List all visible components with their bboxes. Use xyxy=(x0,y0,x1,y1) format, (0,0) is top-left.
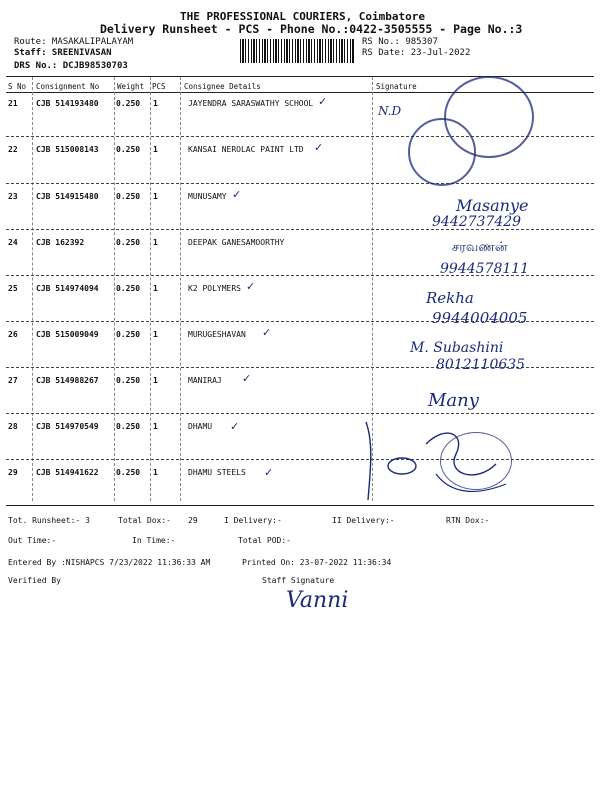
row-consignee: KANSAI NEROLAC PAINT LTD xyxy=(188,145,304,154)
row-consignment: CJB 515009049 xyxy=(36,330,99,339)
col-header-sno: S No xyxy=(8,82,27,91)
table-top-rule xyxy=(6,76,594,77)
row-consignee: MUNUSAMY xyxy=(188,192,227,201)
col-header-signature: Signature xyxy=(376,82,417,91)
col-header-consignee: Consignee Details xyxy=(184,82,261,91)
out-time: Out Time:- xyxy=(8,536,57,545)
signature-handwriting: சரவணன் xyxy=(452,240,508,255)
row-consignee: MURUGESHAVAN xyxy=(188,330,246,339)
row-sno: 22 xyxy=(8,145,18,154)
row-weight: 0.250 xyxy=(116,192,141,201)
rs-number: RS No.: 985307 xyxy=(362,37,438,47)
verified-by: Verified By xyxy=(8,576,61,585)
row-weight: 0.250 xyxy=(116,238,141,247)
phone-handwriting: 9442737429 xyxy=(432,214,522,230)
row-pcs: 1 xyxy=(153,376,158,385)
entered-by: Entered By :NISHAPCS 7/23/2022 11:36:33 AM xyxy=(8,558,211,567)
rtn-dox: RTN Dox:- xyxy=(446,516,490,525)
row-pcs: 1 xyxy=(153,284,158,293)
row-consignment: CJB 514974094 xyxy=(36,284,99,293)
row-sno: 25 xyxy=(8,284,18,293)
barcode-image xyxy=(240,39,355,63)
row-consignment: CJB 514970549 xyxy=(36,422,99,431)
i-delivery: I Delivery:- xyxy=(224,516,282,525)
runsheet-subtitle: Delivery Runsheet - PCS - Phone No.:0422-3505555 - Page No.:3 xyxy=(100,22,523,36)
column-divider xyxy=(180,77,181,501)
row-pcs: 1 xyxy=(153,468,158,477)
row-consignment: CJB 514193480 xyxy=(36,99,99,108)
row-pcs: 1 xyxy=(153,238,158,247)
col-header-consignment: Consignment No xyxy=(36,82,100,91)
row-sno: 27 xyxy=(8,376,18,385)
row-pcs: 1 xyxy=(153,145,158,154)
row-consignee: DEEPAK GANESAMOORTHY xyxy=(188,238,285,247)
row-pcs: 1 xyxy=(153,99,158,108)
check-mark-icon: ✓ xyxy=(246,280,256,293)
row-weight: 0.250 xyxy=(116,422,141,431)
rs-date: RS Date: 23-Jul-2022 xyxy=(362,48,471,58)
phone-handwriting: 9944578111 xyxy=(440,261,530,277)
company-seal-stamp xyxy=(408,118,476,186)
row-weight: 0.250 xyxy=(116,284,141,293)
row-sno: 26 xyxy=(8,330,18,339)
row-sno: 21 xyxy=(8,99,18,108)
route-label: Route: MASAKALIPALAYAM xyxy=(14,37,134,47)
column-divider xyxy=(114,77,115,501)
tot-runsheet: Tot. Runsheet:- 3 xyxy=(8,516,90,525)
total-pod: Total POD:- xyxy=(238,536,291,545)
check-mark-icon: ✓ xyxy=(230,420,240,433)
row-consignee: K2 POLYMERS xyxy=(188,284,241,293)
drs-number: DRS No.: DCJB98530703 xyxy=(14,61,128,71)
check-mark-icon: ✓ xyxy=(264,466,274,479)
row-consignment: CJB 515008143 xyxy=(36,145,99,154)
row-pcs: 1 xyxy=(153,422,158,431)
company-title: THE PROFESSIONAL COURIERS, Coimbatore xyxy=(180,10,426,23)
col-header-weight: Weight xyxy=(117,82,145,91)
signature-handwriting: M. Subashini xyxy=(410,340,504,356)
col-header-pcs: PCS xyxy=(152,82,166,91)
phone-handwriting: 9944004005 xyxy=(432,309,528,327)
delivery-scribble-drawing xyxy=(356,414,516,506)
row-divider xyxy=(6,183,594,184)
row-pcs: 1 xyxy=(153,192,158,201)
row-consignment: CJB 514941622 xyxy=(36,468,99,477)
check-mark-icon: ✓ xyxy=(262,326,272,339)
in-time: In Time:- xyxy=(132,536,176,545)
row-sno: 29 xyxy=(8,468,18,477)
row-consignee: DHAMU xyxy=(188,422,213,431)
total-dox-value: 29 xyxy=(188,516,198,525)
check-mark-icon: ✓ xyxy=(318,95,328,108)
row-sno: 23 xyxy=(8,192,18,201)
check-mark-icon: ✓ xyxy=(314,141,324,154)
column-divider xyxy=(150,77,151,501)
row-weight: 0.250 xyxy=(116,99,141,108)
row-consignment: CJB 514915480 xyxy=(36,192,99,201)
total-dox-label: Total Dox:- xyxy=(118,516,171,525)
column-divider xyxy=(32,77,33,501)
row-consignment: CJB 514988267 xyxy=(36,376,99,385)
phone-handwriting: 8012110635 xyxy=(436,357,526,373)
row-consignee: JAYENDRA SARASWATHY SCHOOL xyxy=(188,99,314,108)
staff-signature-handwriting: Vanni xyxy=(286,588,349,613)
signature-handwriting: Masanye xyxy=(456,196,529,215)
check-mark-icon: ✓ xyxy=(232,188,242,201)
row-consignee: MANIRAJ xyxy=(188,376,222,385)
staff-label: Staff: SREENIVASAN xyxy=(14,48,112,58)
row-consignment: CJB 162392 xyxy=(36,238,85,247)
ii-delivery: II Delivery:- xyxy=(332,516,395,525)
row-weight: 0.250 xyxy=(116,145,141,154)
row-consignee: DHAMU STEELS xyxy=(188,468,246,477)
row-weight: 0.250 xyxy=(116,330,141,339)
row-sno: 28 xyxy=(8,422,18,431)
row-sno: 24 xyxy=(8,238,18,247)
row-pcs: 1 xyxy=(153,330,158,339)
signature-handwriting: Rekha xyxy=(426,289,474,307)
row-weight: 0.250 xyxy=(116,468,141,477)
signature-handwriting: N.D xyxy=(378,104,402,118)
printed-on: Printed On: 23-07-2022 11:36:34 xyxy=(242,558,392,567)
check-mark-icon: ✓ xyxy=(242,372,252,385)
signature-handwriting: Many xyxy=(428,390,479,411)
row-weight: 0.250 xyxy=(116,376,141,385)
staff-signature-label: Staff Signature xyxy=(262,576,335,585)
